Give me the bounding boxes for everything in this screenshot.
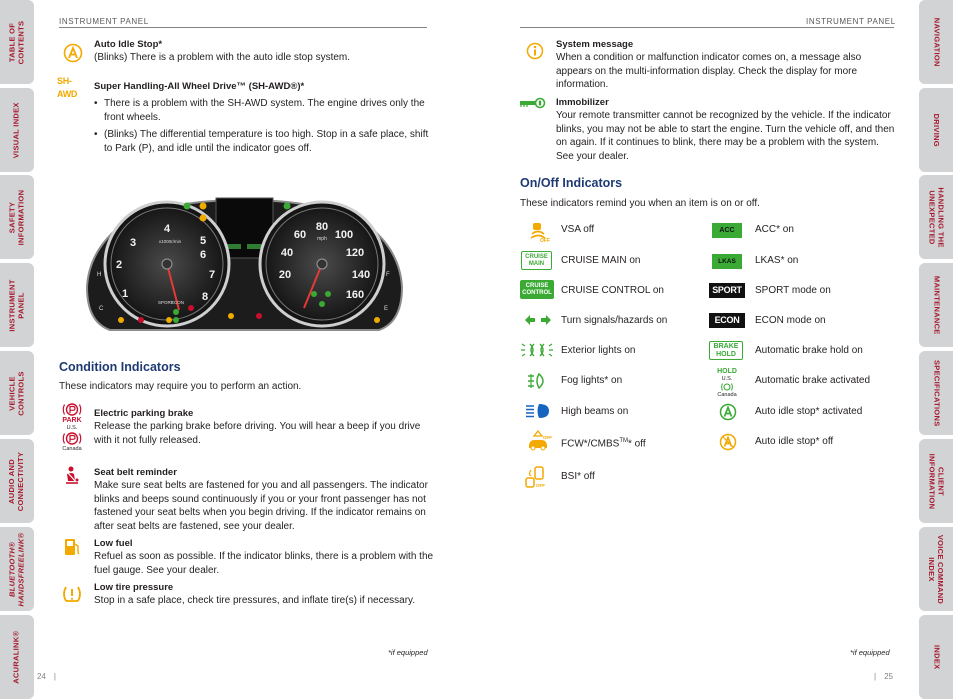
auto-idle-stop-desc: (Blinks) There is a problem with the auto idle stop system. [94, 52, 351, 63]
speedo-number: 140 [351, 269, 371, 281]
fog-lights-icon [526, 372, 548, 390]
immobilizer-icon [518, 96, 548, 110]
left-header-rule [59, 27, 427, 28]
temp-cold-label: C [99, 306, 104, 312]
seat-belt-item [94, 466, 434, 533]
onoff-label: CRUISE CONTROL on [561, 285, 664, 296]
right-header-rule [520, 27, 894, 28]
onoff-label: VSA off [561, 224, 595, 235]
instrument-cluster-image [79, 192, 410, 332]
tab-driving[interactable]: DRIVING [919, 88, 953, 172]
sh-awd-bullet: • There is a problem with the SH-AWD system. The engine drives only the front wheels. [94, 97, 434, 124]
right-side-tabs [919, 0, 953, 699]
tab-voice-command-index[interactable]: VOICE COMMAND INDEX [919, 527, 953, 611]
sport-icon: SPORT [709, 283, 745, 298]
tach-number: 7 [208, 269, 216, 281]
parking-brake-icon: PARK U.S. Canada [57, 399, 87, 455]
onoff-label: Automatic brake activated [755, 375, 871, 386]
system-message-title: System message [556, 39, 634, 50]
tab-specifications[interactable]: SPECIFICATIONS [919, 351, 953, 435]
sh-awd-title: Super Handling-All Wheel Drive™ (SH-AWD®)* [94, 81, 305, 92]
right-page-header: INSTRUMENT PANEL [806, 17, 896, 26]
sh-awd-icon: SH-AWD [57, 76, 78, 99]
turn-signal-icon [523, 313, 553, 327]
condition-indicators-intro: These indicators may require you to perform an action. [59, 381, 302, 392]
auto-idle-stop-title: Auto Idle Stop* [94, 39, 163, 50]
tab-visual-index[interactable]: VISUAL INDEX [0, 88, 34, 172]
auto-idle-stop-item [94, 38, 429, 65]
onoff-indicators-title: On/Off Indicators [520, 176, 623, 190]
onoff-label: High beams on [561, 406, 629, 417]
sport-label: SPORT [158, 300, 174, 305]
tach-number: 1 [121, 288, 129, 300]
econ-label: ECON [171, 300, 185, 305]
parking-brake-desc: Release the parking brake before driving. You will hear a beep if you drive with it not fully released. [94, 421, 421, 446]
onoff-label: Automatic brake hold on [755, 345, 863, 356]
onoff-label: Fog lights* on [561, 375, 623, 386]
tab-instrument-panel[interactable]: INSTRUMENT PANEL [0, 263, 34, 347]
onoff-label: BSI* off [561, 471, 595, 482]
low-tire-pressure-desc: Stop in a safe place, check tire pressures, and inflate tire(s) if necessary. [94, 595, 416, 606]
speedo-number: 40 [280, 247, 294, 259]
onoff-label: Auto idle stop* activated [755, 406, 863, 417]
low-fuel-icon [61, 536, 83, 558]
onoff-label: Auto idle stop* off [755, 436, 834, 447]
speedo-unit: mph [317, 236, 327, 242]
left-side-tabs [0, 0, 34, 699]
bsi-icon [523, 464, 547, 490]
instrument-cluster-drawing [79, 192, 410, 332]
tab-handling-unexpected[interactable]: HANDLING THE UNEXPECTED [919, 175, 953, 259]
tab-table-of-contents[interactable]: TABLE OF CONTENTS [0, 0, 34, 84]
onoff-label: ACC* on [755, 224, 794, 235]
parking-brake-item [94, 407, 434, 447]
tach-number: 8 [201, 291, 209, 303]
exterior-lights-icon [520, 341, 554, 359]
brake-hold-icon: BRAKE HOLD [709, 341, 743, 360]
onoff-label: ECON mode on [755, 315, 826, 326]
tach-number: 2 [115, 259, 123, 271]
tab-acuralink[interactable]: ACURALINK® [0, 615, 34, 699]
tab-client-information[interactable]: CLIENT INFORMATION [919, 439, 953, 523]
auto-idle-stop-green-icon [718, 402, 738, 422]
parking-brake-title: Electric parking brake [94, 408, 194, 419]
left-page-header: INSTRUMENT PANEL [59, 17, 149, 26]
tab-maintenance[interactable]: MAINTENANCE [919, 263, 953, 347]
onoff-label: LKAS* on [755, 255, 799, 266]
immobilizer-item [556, 96, 896, 163]
onoff-label-fcw-cmbs: FCW*/CMBS™* off [561, 438, 646, 450]
low-fuel-desc: Refuel as soon as possible. If the indicator blinks, there is a problem with the fuel gauge. See your dealer. [94, 551, 434, 576]
onoff-label: SPORT mode on [755, 285, 831, 296]
fcw-cmbs-icon [524, 428, 552, 454]
tab-navigation[interactable]: NAVIGATION [919, 0, 953, 84]
sh-awd-item [94, 80, 434, 155]
left-footnote: *if equipped [388, 648, 428, 657]
right-footnote: *if equipped [850, 648, 890, 657]
tach-number: 6 [199, 249, 207, 261]
low-tire-pressure-icon [60, 583, 84, 605]
tab-bluetooth-handsfreelink[interactable]: BLUETOOTH® HANDSFREELINK® [0, 527, 34, 611]
acc-icon: ACC [712, 223, 742, 238]
fuel-full-label: F [386, 272, 390, 278]
sh-awd-bullets [94, 97, 434, 155]
left-page-number: 24 | [37, 672, 56, 681]
cruise-control-icon: CRUISE CONTROL [520, 280, 554, 299]
sh-awd-bullet: • (Blinks) The differential temperature is too high. Stop in a safe place, shift to Park (P), and idle until the indicator goes off. [94, 128, 434, 155]
svg-text:OFF: OFF [540, 238, 550, 244]
immobilizer-desc: Your remote transmitter cannot be recognized by the vehicle. If the indicator blinks, you may not be able to start the engine. Turn the vehicle off, and then on again. If it continues to blink, there may be a problem with the system. See your dealer. [556, 110, 895, 162]
auto-idle-stop-amber-icon [62, 42, 84, 64]
system-message-item [556, 38, 896, 92]
condition-indicators-title: Condition Indicators [59, 360, 181, 374]
high-beam-icon [524, 402, 550, 420]
tach-number: 3 [129, 237, 137, 249]
speedo-number: 80 [315, 221, 329, 233]
low-fuel-item [94, 537, 434, 577]
immobilizer-title: Immobilizer [556, 97, 609, 108]
low-fuel-title: Low fuel [94, 538, 133, 549]
tach-unit: x1000r/min [158, 239, 182, 244]
lkas-icon: LKAS [712, 254, 742, 269]
seat-belt-icon [60, 464, 84, 488]
speedo-number: 60 [293, 229, 307, 241]
tab-vehicle-controls[interactable]: VEHICLE CONTROLS [0, 351, 34, 435]
low-tire-pressure-item [94, 581, 434, 608]
econ-icon: ECON [709, 313, 745, 328]
fuel-empty-label: E [384, 306, 389, 312]
speedo-number: 160 [345, 289, 365, 301]
onoff-indicators-intro: These indicators remind you when an item is on or off. [520, 198, 760, 209]
speedo-number: 120 [345, 247, 365, 259]
speedo-number: 100 [334, 229, 354, 241]
speedo-number: 20 [278, 269, 292, 281]
temp-hot-label: H [97, 272, 102, 278]
seat-belt-desc: Make sure seat belts are fastened for you and all passengers. The indicator blinks and beeps sound continuously if you or your front passenger has not fastened your seat belts when you begin driving. If the indicator remains on after seat belts are fastened, see your dealer. [94, 480, 428, 532]
onoff-label: CRUISE MAIN on [561, 255, 641, 266]
tab-index[interactable]: INDEX [919, 615, 953, 699]
hold-icon: HOLD U.S. Canada [717, 368, 737, 398]
system-message-desc: When a condition or malfunction indicator comes on, a message also appears on the multi-information display. Check the display for more information. [556, 52, 862, 91]
svg-text:OFF: OFF [536, 483, 545, 488]
system-message-icon [524, 40, 546, 62]
onoff-label: Exterior lights on [561, 345, 636, 356]
tab-safety-information[interactable]: SAFETY INFORMATION [0, 175, 34, 259]
seat-belt-title: Seat belt reminder [94, 467, 177, 478]
vsa-off-icon [526, 220, 550, 244]
right-page-number: | 25 [874, 672, 893, 681]
cruise-main-icon: CRUISE MAIN [521, 251, 552, 270]
tach-number: 5 [199, 235, 207, 247]
onoff-label: Turn signals/hazards on [561, 315, 668, 326]
svg-text:OFF: OFF [543, 435, 552, 440]
tab-audio-connectivity[interactable]: AUDIO AND CONNECTIVITY [0, 439, 34, 523]
auto-idle-stop-orange-icon [718, 432, 738, 452]
low-tire-pressure-title: Low tire pressure [94, 582, 174, 593]
tach-number: 4 [163, 223, 171, 235]
